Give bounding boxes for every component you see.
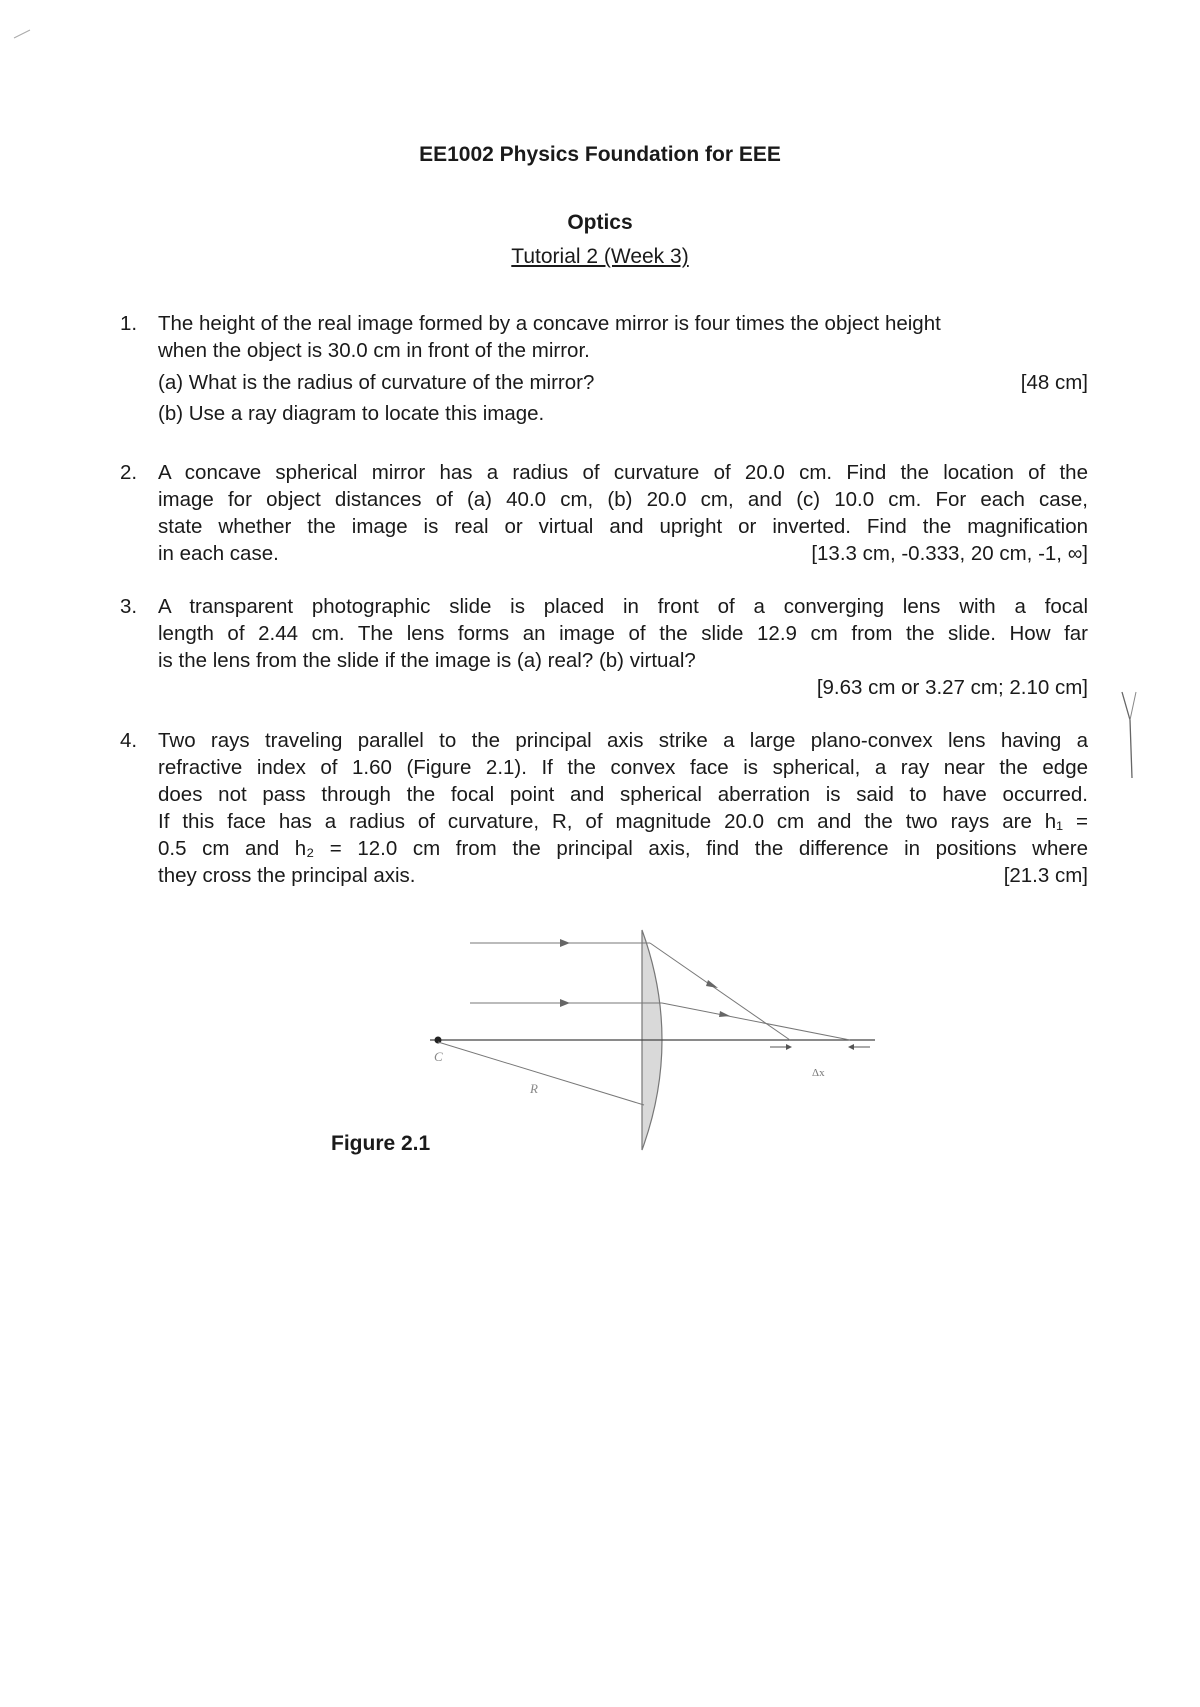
question-line: is the lens from the slide if the image is (a) real? (b) virtual? xyxy=(158,649,696,672)
question-line: refractive index of 1.60 (Figure 2.1). If the convex face is spherical, a ray near the edge xyxy=(158,756,1088,779)
question-line: A transparent photographic slide is placed in front of a converging lens with a focal xyxy=(158,595,1088,618)
question-number: 2. xyxy=(120,461,138,484)
radius-line xyxy=(438,1042,644,1105)
arrowhead-icon xyxy=(560,939,570,947)
answer-text: [9.63 cm or 3.27 cm; 2.10 cm] xyxy=(816,676,1088,699)
radius-label: R xyxy=(530,1081,538,1096)
question-number: 3. xyxy=(120,595,138,618)
question-part-b: (b) Use a ray diagram to locate this image. xyxy=(158,402,545,425)
question-part-a-row xyxy=(158,369,1088,396)
arrowhead-icon xyxy=(560,999,570,1007)
arrowhead-icon xyxy=(706,980,718,988)
question-line: does not pass through the focal point and spherical aberration is said to have occurred. xyxy=(158,783,1088,806)
question-line: when the object is 30.0 cm in front of the mirror. xyxy=(158,339,590,362)
answer-text: [48 cm] xyxy=(1020,371,1088,394)
question-line: A concave spherical mirror has a radius of curvature of 20.0 cm. Find the location of the xyxy=(158,461,1088,484)
course-title: EE1002 Physics Foundation for EEE xyxy=(419,143,781,166)
question-number: 1. xyxy=(120,312,138,335)
answer-text: [21.3 cm] xyxy=(1003,864,1088,887)
question-last-row xyxy=(158,862,1088,889)
lens-diagram xyxy=(430,925,880,1160)
question-line: image for object distances of (a) 40.0 cm, (b) 20.0 cm, and (c) 10.0 cm. For each case, xyxy=(158,488,1088,511)
margin-mark-icon xyxy=(1120,690,1140,780)
question-line: in each case. xyxy=(158,542,279,565)
question-line: state whether the image is real or virtual and upright or inverted. Find the magnification xyxy=(158,515,1088,538)
arrowhead-icon xyxy=(786,1044,792,1050)
tutorial-heading: Tutorial 2 (Week 3) xyxy=(511,245,689,268)
question-line: length of 2.44 cm. The lens forms an image of the slide 12.9 cm from the slide. How far xyxy=(158,622,1088,645)
figure-caption: Figure 2.1 xyxy=(331,1132,431,1155)
topic-heading: Optics xyxy=(567,211,633,234)
scan-speck-icon xyxy=(12,28,32,40)
answer-row xyxy=(158,674,1088,701)
arrowhead-icon xyxy=(848,1044,854,1050)
delta-x-label: Δx xyxy=(812,1067,825,1079)
question-line: The height of the real image formed by a concave mirror is four times the object height xyxy=(158,312,941,335)
question-line: they cross the principal axis. xyxy=(158,864,416,887)
center-label: C xyxy=(434,1049,443,1064)
paraxial-ray-refracted xyxy=(662,1003,850,1040)
question-line: 0.5 cm and h₂ = 12.0 cm from the principal axis, find the difference in positions where xyxy=(158,837,1088,860)
question-line: If this face has a radius of curvature, R, of magnitude 20.0 cm and the two rays are h₁ = xyxy=(158,810,1088,833)
answer-text: [13.3 cm, -0.333, 20 cm, -1, ∞] xyxy=(811,542,1088,565)
question-part-a: (a) What is the radius of curvature of the mirror? xyxy=(158,371,595,394)
question-last-row xyxy=(158,540,1088,567)
arrowhead-icon xyxy=(719,1011,730,1017)
edge-ray-refracted xyxy=(650,943,790,1040)
question-number: 4. xyxy=(120,729,138,752)
question-line: Two rays traveling parallel to the principal axis strike a large plano-convex lens having a xyxy=(158,729,1088,752)
